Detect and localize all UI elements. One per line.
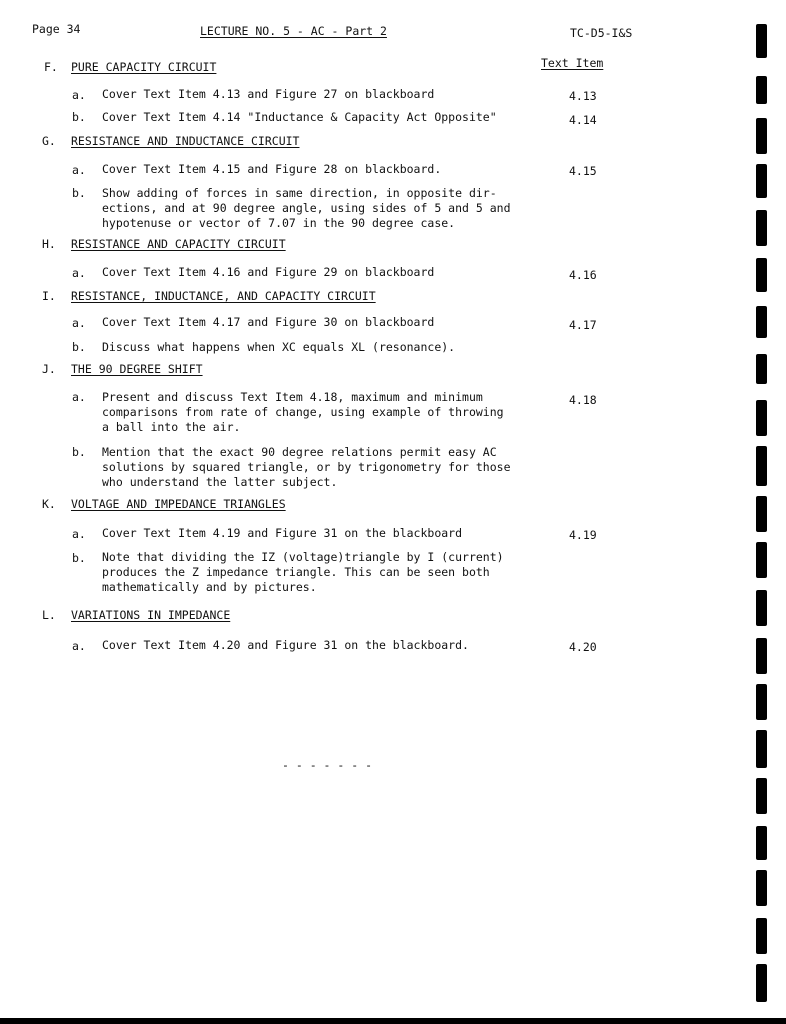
binder-mark	[756, 542, 767, 578]
binder-mark	[756, 496, 767, 532]
text-item-ref: 4.14	[569, 113, 597, 127]
item-text: Cover Text Item 4.14 "Inductance & Capacity Act Opposite"	[102, 110, 497, 124]
text-item-ref: 4.18	[569, 393, 597, 407]
text-item-heading: Text Item	[541, 56, 604, 70]
item-text: Mention that the exact 90 degree relations permit easy AC	[102, 445, 497, 459]
item-text: Cover Text Item 4.19 and Figure 31 on the blackboard	[102, 526, 463, 540]
item-letter: b.	[72, 551, 86, 565]
item-letter: a.	[72, 316, 86, 330]
binder-mark	[756, 870, 767, 906]
binder-mark	[756, 446, 767, 486]
item-letter: b.	[72, 445, 86, 459]
item-text: Present and discuss Text Item 4.18, maximum and minimum	[102, 390, 483, 404]
section-letter: J.	[42, 362, 56, 376]
binder-mark	[756, 684, 767, 720]
end-of-section-mark: - - - - - - -	[282, 758, 373, 772]
binder-mark	[756, 826, 767, 860]
item-letter: b.	[72, 186, 86, 200]
section-title: RESISTANCE AND INDUCTANCE CIRCUIT	[71, 134, 300, 148]
item-text: Discuss what happens when XC equals XL (resonance).	[102, 340, 456, 354]
binder-mark	[756, 354, 767, 384]
binder-mark	[756, 258, 767, 292]
item-letter: a.	[72, 390, 86, 404]
item-text: comparisons from rate of change, using example of throwing	[102, 405, 504, 419]
lecture-title: LECTURE NO. 5 - AC - Part 2	[200, 24, 387, 38]
item-text: ections, and at 90 degree angle, using sides of 5 and 5 and	[102, 201, 511, 215]
item-text: who understand the latter subject.	[102, 475, 338, 489]
item-text: mathematically and by pictures.	[102, 580, 317, 594]
binder-mark	[756, 918, 767, 954]
item-letter: a.	[72, 88, 86, 102]
text-item-ref: 4.16	[569, 268, 597, 282]
item-text: Cover Text Item 4.20 and Figure 31 on the blackboard.	[102, 638, 469, 652]
binder-mark	[756, 118, 767, 154]
item-letter: a.	[72, 266, 86, 280]
item-text: solutions by squared triangle, or by trigonometry for those	[102, 460, 511, 474]
item-text: Cover Text Item 4.15 and Figure 28 on blackboard.	[102, 162, 442, 176]
binder-mark	[756, 400, 767, 436]
section-title: RESISTANCE AND CAPACITY CIRCUIT	[71, 237, 286, 251]
scan-edge	[0, 1018, 786, 1024]
section-title: VOLTAGE AND IMPEDANCE TRIANGLES	[71, 497, 286, 511]
item-text: hypotenuse or vector of 7.07 in the 90 degree case.	[102, 216, 456, 230]
binder-mark	[756, 24, 767, 58]
section-letter: H.	[42, 237, 56, 251]
section-letter: K.	[42, 497, 56, 511]
section-title: RESISTANCE, INDUCTANCE, AND CAPACITY CIRCUIT	[71, 289, 376, 303]
text-item-ref: 4.13	[569, 89, 597, 103]
binder-mark	[756, 590, 767, 626]
item-text: Cover Text Item 4.17 and Figure 30 on blackboard	[102, 315, 435, 329]
binder-mark	[756, 210, 767, 246]
section-letter: G.	[42, 134, 56, 148]
section-title: THE 90 DEGREE SHIFT	[71, 362, 203, 376]
text-item-ref: 4.15	[569, 164, 597, 178]
item-letter: a.	[72, 639, 86, 653]
text-item-ref: 4.17	[569, 318, 597, 332]
section-letter: L.	[42, 608, 56, 622]
item-letter: b.	[72, 340, 86, 354]
item-text: Cover Text Item 4.13 and Figure 27 on blackboard	[102, 87, 435, 101]
page-number: Page 34	[32, 22, 81, 36]
item-letter: a.	[72, 163, 86, 177]
binder-mark	[756, 164, 767, 198]
binder-mark	[756, 638, 767, 674]
text-item-ref: 4.20	[569, 640, 597, 654]
item-text: produces the Z impedance triangle. This can be seen both	[102, 565, 490, 579]
item-letter: a.	[72, 527, 86, 541]
document-code: TC-D5-I&S	[570, 26, 633, 40]
binder-mark	[756, 730, 767, 768]
binder-mark	[756, 778, 767, 814]
section-letter: F.	[44, 60, 58, 74]
item-text: Note that dividing the IZ (voltage)triangle by I (current)	[102, 550, 504, 564]
text-item-ref: 4.19	[569, 528, 597, 542]
binder-mark	[756, 306, 767, 338]
section-title: VARIATIONS IN IMPEDANCE	[71, 608, 231, 622]
item-text: a ball into the air.	[102, 420, 241, 434]
item-letter: b.	[72, 110, 86, 124]
binder-mark	[756, 964, 767, 1002]
item-text: Show adding of forces in same direction, in opposite dir-	[102, 186, 497, 200]
section-letter: I.	[42, 289, 56, 303]
binder-mark	[756, 76, 767, 104]
section-title: PURE CAPACITY CIRCUIT	[71, 60, 217, 74]
item-text: Cover Text Item 4.16 and Figure 29 on blackboard	[102, 265, 435, 279]
